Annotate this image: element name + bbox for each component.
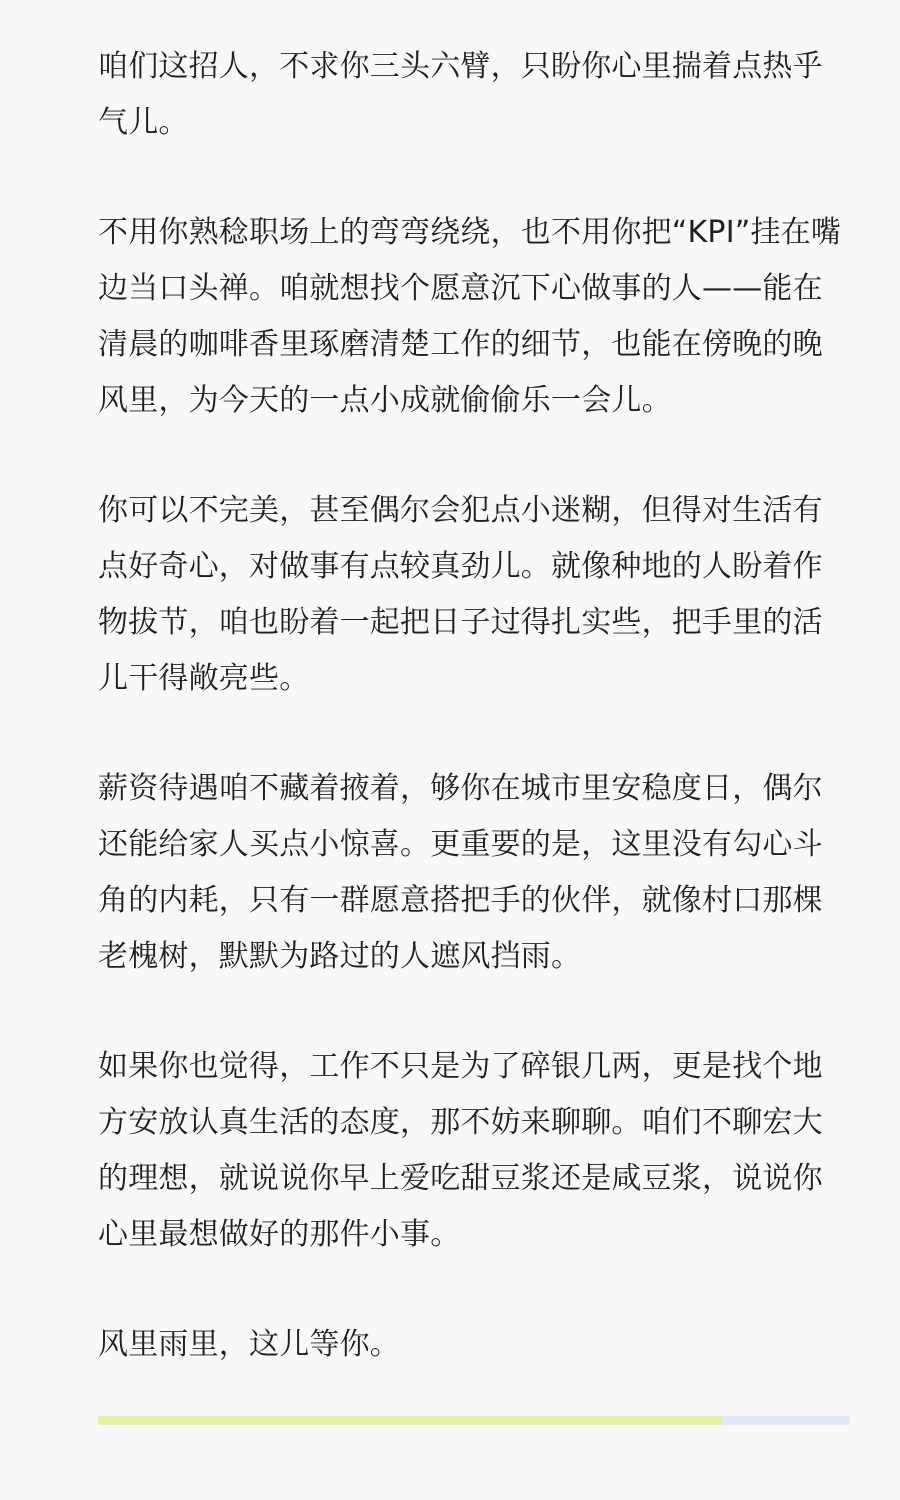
article-paragraph: 不用你熟稔职场上的弯弯绕绕，也不用你把“KPI”挂在嘴边当口头禅。咱就想找个愿意沉下心做事的人——能在清晨的咖啡香里琢磨清楚工作的细节，也能在傍晚的晚风里，为今天的一点小成就偷偷乐一会儿。 xyxy=(98,215,842,418)
article-paragraph: 薪资待遇咱不藏着掖着，够你在城市里安稳度日，偶尔还能给家人买点小惊喜。更重要的是，这里没有勾心斗角的内耗，只有一群愿意搭把手的伙伴，就像村口那棵老槐树，默默为路过的人遮风挡雨。 xyxy=(98,771,823,974)
article-body xyxy=(98,39,852,1373)
article-paragraph: 风里雨里，这儿等你。 xyxy=(98,1327,400,1362)
reading-progress-fill xyxy=(98,1416,722,1425)
reading-progress-bar xyxy=(98,1416,850,1425)
article-paragraph: 你可以不完美，甚至偶尔会犯点小迷糊，但得对生活有点好奇心，对做事有点较真劲儿。就像种地的人盼着作物拔节，咱也盼着一起把日子过得扎实些，把手里的活儿干得敞亮些。 xyxy=(98,493,823,696)
article-paragraph: 咱们这招人，不求你三头六臂，只盼你心里揣着点热乎气儿。 xyxy=(98,49,823,140)
article-paragraph: 如果你也觉得，工作不只是为了碎银几两，更是找个地方安放认真生活的态度，那不妨来聊聊。咱们不聊宏大的理想，就说说你早上爱吃甜豆浆还是咸豆浆，说说你心里最想做好的那件小事。 xyxy=(98,1049,823,1252)
